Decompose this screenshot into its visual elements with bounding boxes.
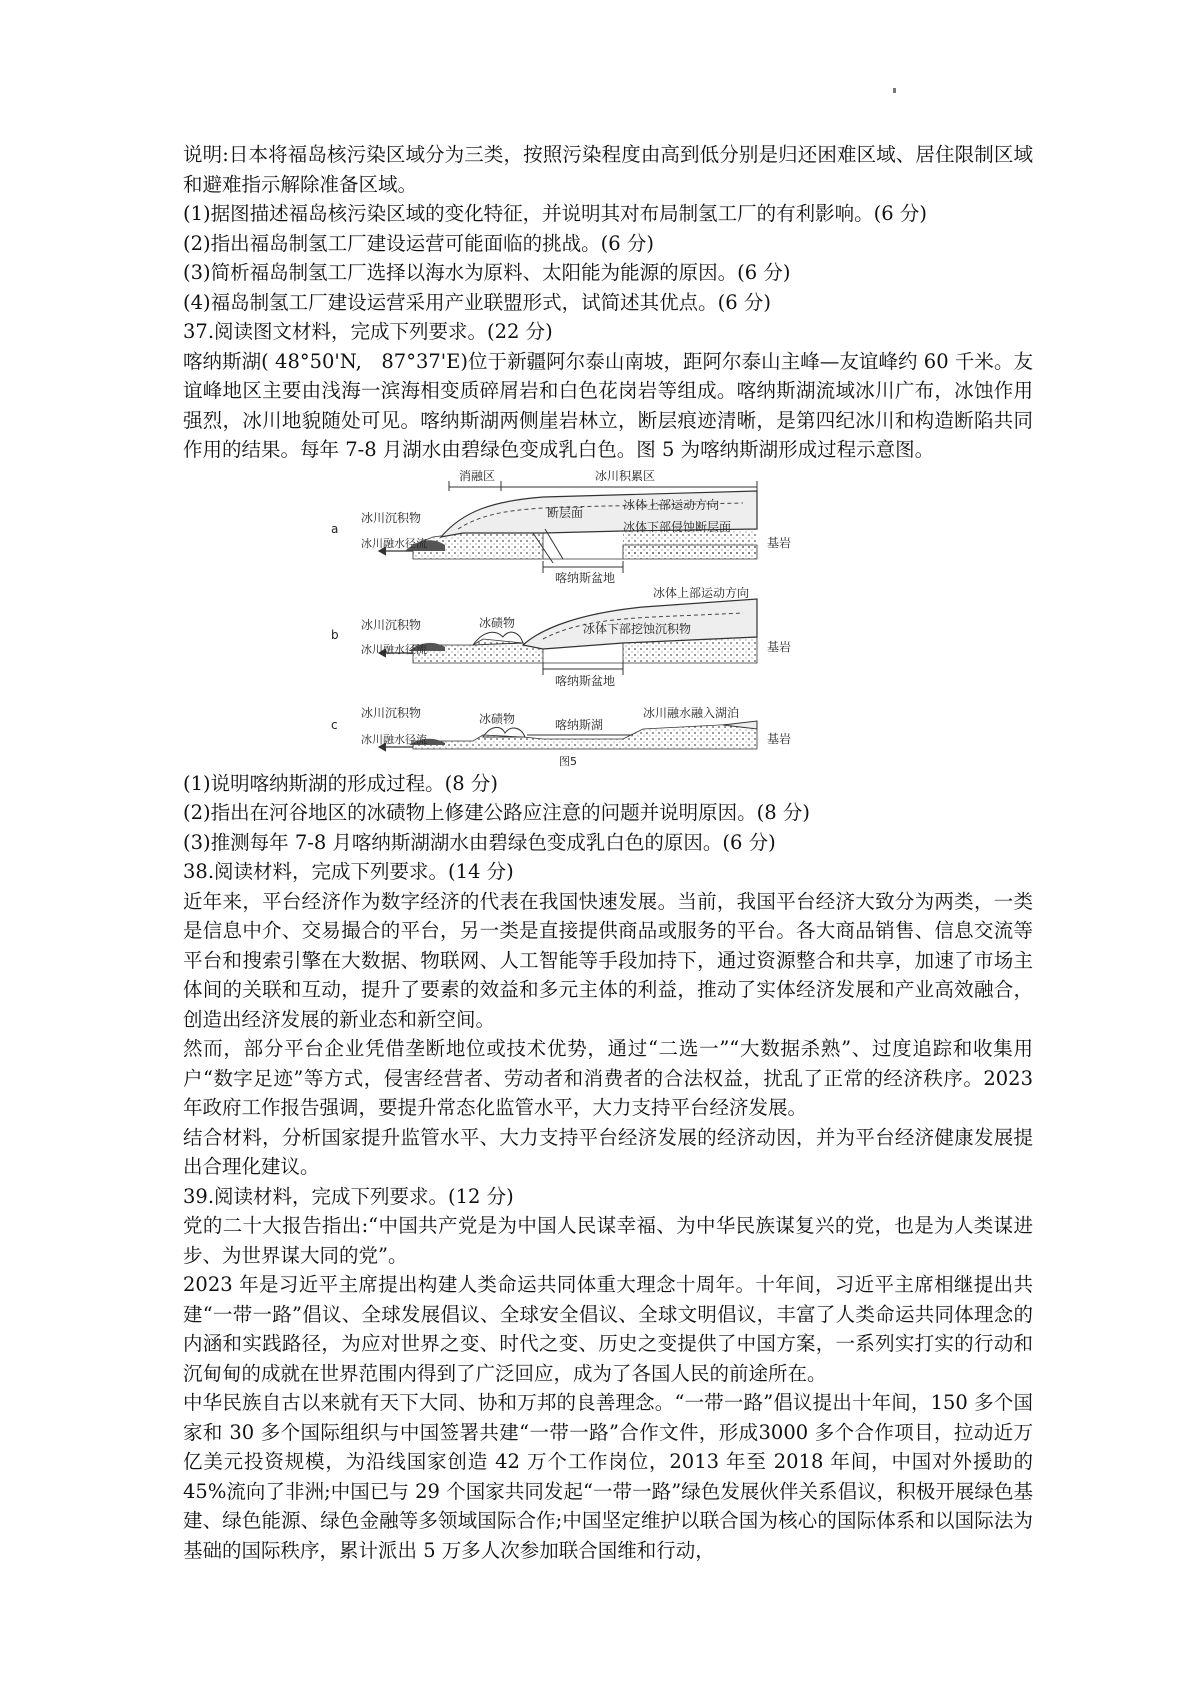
scan-speck <box>893 88 896 93</box>
panel-c <box>331 705 791 749</box>
q37-sub1: (1)说明喀纳斯湖的形成过程。(8 分) <box>183 771 498 795</box>
moraine-c-label: 冰碛物 <box>479 711 516 726</box>
q38-heading: 38.阅读材料，完成下列要求。(14 分) <box>183 860 514 883</box>
panel-a-letter: a <box>331 521 339 536</box>
zone-accum-label: 冰川积累区 <box>595 468 656 483</box>
q39-para3: 中华民族自古以来就有天下大同、协和万邦的良善理念。“一带一路”倡议提出十年间，150 多个国家和 30 多个国际组织与中国签署共建“一带一路”合作文件，形成3000 多个合作项目，拉动近万亿美元投资规模，为沿线国家创造 42 万个工作岗位，2013 年至 2018 年间，中国对外援助的 45%流向了非洲;中国已与 29 个国家共同发起“一带一路”绿色发展伙伴关系倡议，积极开展绿色基建、绿色能源、绿色金融等多领域国际合作;中国坚定维护以联合国为核心的国际体系和以国际法为基础的国际秩序，累计派出 5 万多人次参加联合国维和行动， <box>183 1391 1033 1562</box>
sediment-b-label: 冰川沉积物 <box>361 617 422 632</box>
panel-b <box>331 585 791 688</box>
note-paragraph: 说明:日本将福岛核污染区域分为三类，按照污染程度由高到低分别是归还困难区域、居住限制区域和避难指示解除准备区域。 <box>183 143 1033 196</box>
moraine-b-label: 冰碛物 <box>479 615 516 630</box>
basin-a-label: 喀纳斯盆地 <box>555 570 616 585</box>
sediment-a-label: 冰川沉积物 <box>361 510 422 525</box>
q37-sub2: (2)指出在河谷地区的冰碛物上修建公路应注意的问题并说明原因。(8 分) <box>183 801 810 824</box>
panel-b-letter: b <box>331 627 339 642</box>
lower-erosion-a: 冰体下部侵蚀断层面 <box>623 519 732 534</box>
figure-svg <box>183 467 1033 767</box>
q36-sub3: (3)简析福岛制氢工厂选择以海水为原料、太阳能为能源的原因。(6 分) <box>183 261 791 284</box>
runoff-a-label: 冰川融水径流 <box>361 536 427 550</box>
panel-a <box>331 468 791 585</box>
exam-page <box>183 140 1033 1565</box>
q39-heading: 39.阅读材料，完成下列要求。(12 分) <box>183 1184 514 1208</box>
q38-para1: 近年来，平台经济作为数字经济的代表在我国快速发展。当前，我国平台经济大致分为两类，一类是信息中介、交易撮合的平台，另一类是直接提供商品或服务的平台。各大商品销售、信息交流等平台和搜索引擎在大数据、物联网、人工智能等手段加持下，通过资源整合和共享，加速了市场主体间的关联和互动，提升了要素的效益和多元主体的利益，推动了实体经济发展和产业高效融合，创造出经济发展的新业态和新空间。 <box>183 889 1033 1031</box>
q37-sub3: (3)推测每年 7-8 月喀纳斯湖湖水由碧绿色变成乳白色的原因。(6 分) <box>183 830 776 854</box>
bedrock-b-label: 基岩 <box>767 639 792 654</box>
upper-motion-a: 冰体上部运动方向 <box>623 497 720 512</box>
figure-caption: 图5 <box>559 754 577 767</box>
zone-melt-label: 消融区 <box>459 468 496 483</box>
bedrock-a-label: 基岩 <box>767 535 792 550</box>
lake-label: 喀纳斯湖 <box>555 717 604 732</box>
runoff-c-label: 冰川融水径流 <box>361 732 427 746</box>
kanas-formation-figure <box>183 467 1033 767</box>
q36-sub4: (4)福岛制氢工厂建设运营采用产业联盟形式，试简述其优点。(6 分) <box>183 290 771 314</box>
q38-para2: 然而，部分平台企业凭借垄断地位或技术优势，通过“二选一”“大数据杀熟”、过度追踪和收集用户“数字足迹”等方式，侵害经营者、劳动者和消费者的合法权益，扰乱了正常的经济秩序。2023 年政府工作报告强调，要提升常态化监管水平，大力支持平台经济发展。 <box>183 1037 1033 1119</box>
upper-motion-b: 冰体上部运动方向 <box>653 585 750 600</box>
q37-heading: 37.阅读图文材料，完成下列要求。(22 分) <box>183 320 553 343</box>
q39-para2: 2023 年是习近平主席提出构建人类命运共同体重大理念十周年。十年间，习近平主席相继提出共建“一带一路”倡议、全球发展倡议、全球安全倡议、全球文明倡议，丰富了人类命运共同体理念的内涵和实践路径，为应对世界之变、时代之变、历史之变提供了中国方案，一系列实打实的行动和沉甸甸的成就在世界范围内得到了广泛回应，成为了各国人民的前途所在。 <box>183 1273 1033 1385</box>
basin-b-label: 喀纳斯盆地 <box>555 673 616 688</box>
q38-para3: 结合材料，分析国家提升监管水平、大力支持平台经济发展的经济动因，并为平台经济健康发展提出合理化建议。 <box>183 1125 1033 1178</box>
lower-erosion-b: 冰体下部挖蚀沉积物 <box>583 621 692 636</box>
q36-sub1: (1)据图描述福岛核污染区域的变化特征，并说明其对布局制氢工厂的有利影响。(6 分) <box>183 202 927 225</box>
fault-label: 断层面 <box>547 505 584 520</box>
meltwater-label: 冰川融水融入湖泊 <box>643 705 740 720</box>
q37-material: 喀纳斯湖( 48°50'N, 87°37'E)位于新疆阿尔泰山南坡，距阿尔泰山主峰—友谊峰约 60 千米。友谊峰地区主要由浅海一滨海相变质碎屑岩和白色花岗岩等组成。喀纳斯湖流域冰川广布，冰蚀作用强烈，冰川地貌随处可见。喀纳斯湖两侧崖岩林立，断层痕迹清晰，是第四纪冰川和构造断陷共同作用的结果。每年 7-8 月湖水由碧绿色变成乳白色。图 5 为喀纳斯湖形成过程示意图。 <box>183 349 1033 461</box>
q39-para1: 党的二十大报告指出:“中国共产党是为中国人民谋幸福、为中华民族谋复兴的党，也是为人类谋进步、为世界谋大同的党”。 <box>183 1214 1033 1267</box>
runoff-b-label: 冰川融水径流 <box>361 642 427 656</box>
bedrock-c-label: 基岩 <box>767 731 792 746</box>
panel-c-letter: c <box>331 717 338 732</box>
sediment-c-label: 冰川沉积物 <box>361 705 422 720</box>
q36-sub2: (2)指出福岛制氢工厂建设运营可能面临的挑战。(6 分) <box>183 231 654 255</box>
